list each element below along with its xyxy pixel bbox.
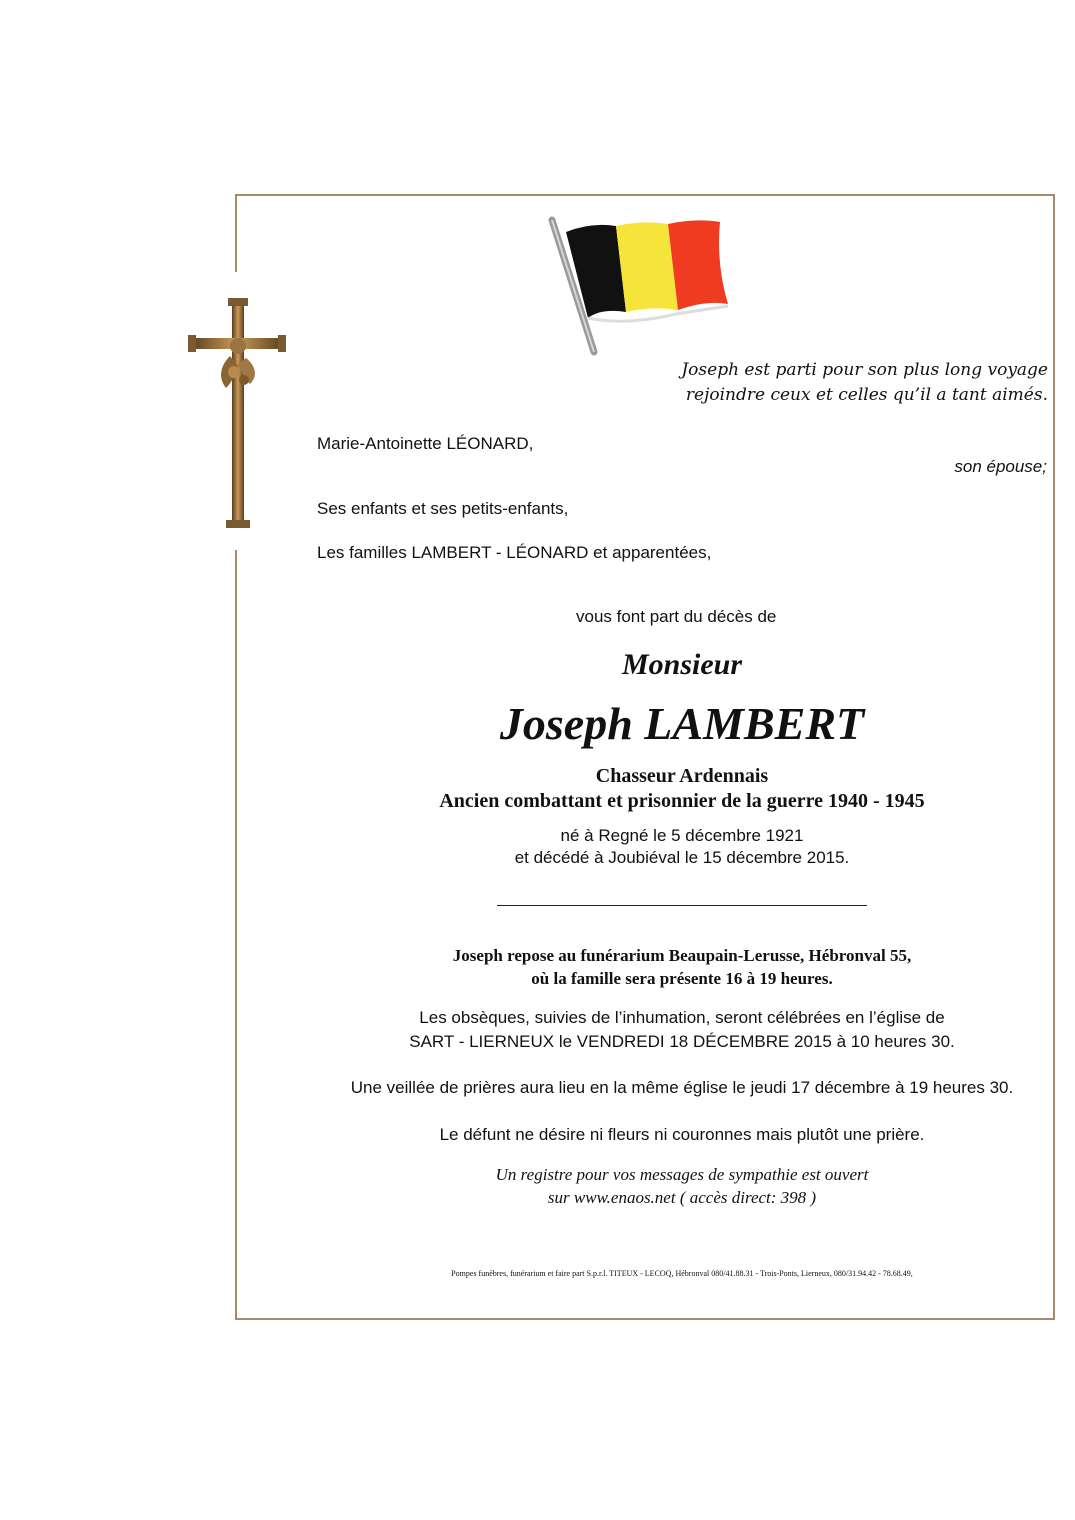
funeral-line-1: Les obsèques, suivies de l’inhumation, seront célébrées en l’église de	[419, 1008, 945, 1027]
deceased-name: Joseph LAMBERT	[499, 698, 865, 749]
footer-credits: Pompes funèbres, funérarium et faire part S.p.r.l. TITEUX - LECOQ, Hébronval 080/41.88.31 - Trois-Ponts, Lierneux, 080/31.94.42 - 78.68.49,	[451, 1269, 913, 1278]
quote-line-1: Joseph est parti pour son plus long voyage	[681, 360, 1048, 380]
title-line-2: Ancien combattant et prisonnier de la guerre 1940 - 1945	[439, 790, 925, 812]
title-line-1: Chasseur Ardennais	[595, 765, 769, 787]
vigil-line: Une veillée de prières aura lieu en la même église le jeudi 17 décembre à 19 heures 30.	[350, 1078, 1014, 1097]
repose-line-2: où la famille sera présente 16 à 19 heures.	[531, 969, 833, 988]
funeral-line-2: SART - LIERNEUX le VENDREDI 18 DÉCEMBRE 2015 à 10 heures 30.	[409, 1032, 955, 1051]
quote-line-2: rejoindre ceux et celles qu’il a tant aimés.	[685, 385, 1048, 405]
spouse-role: son épouse;	[954, 457, 1047, 476]
announcement: vous font part du décès de	[576, 607, 777, 626]
register-line-2: sur www.enaos.net ( accès direct: 398 )	[547, 1188, 817, 1207]
separator-line	[497, 905, 867, 906]
death-line: et décédé à Joubiéval le 15 décembre 2015.	[514, 848, 850, 867]
spouse-name: Marie-Antoinette LÉONARD,	[317, 434, 534, 453]
belgian-flag-icon	[546, 214, 732, 356]
wish-line: Le défunt ne désire ni fleurs ni couronnes mais plutôt une prière.	[439, 1125, 925, 1144]
families-line: Les familles LAMBERT - LÉONARD et apparentées,	[317, 543, 712, 562]
children-line: Ses enfants et ses petits-enfants,	[317, 499, 569, 518]
birth-line: né à Regné le 5 décembre 1921	[560, 826, 804, 845]
epitaph-quote	[681, 358, 1048, 408]
crucifix-icon	[186, 296, 288, 532]
register-line-1: Un registre pour vos messages de sympathie est ouvert	[495, 1165, 869, 1184]
repose-line-1: Joseph repose au funérarium Beaupain-Lerusse, Hébronval 55,	[452, 946, 912, 965]
honorific: Monsieur	[621, 648, 743, 681]
